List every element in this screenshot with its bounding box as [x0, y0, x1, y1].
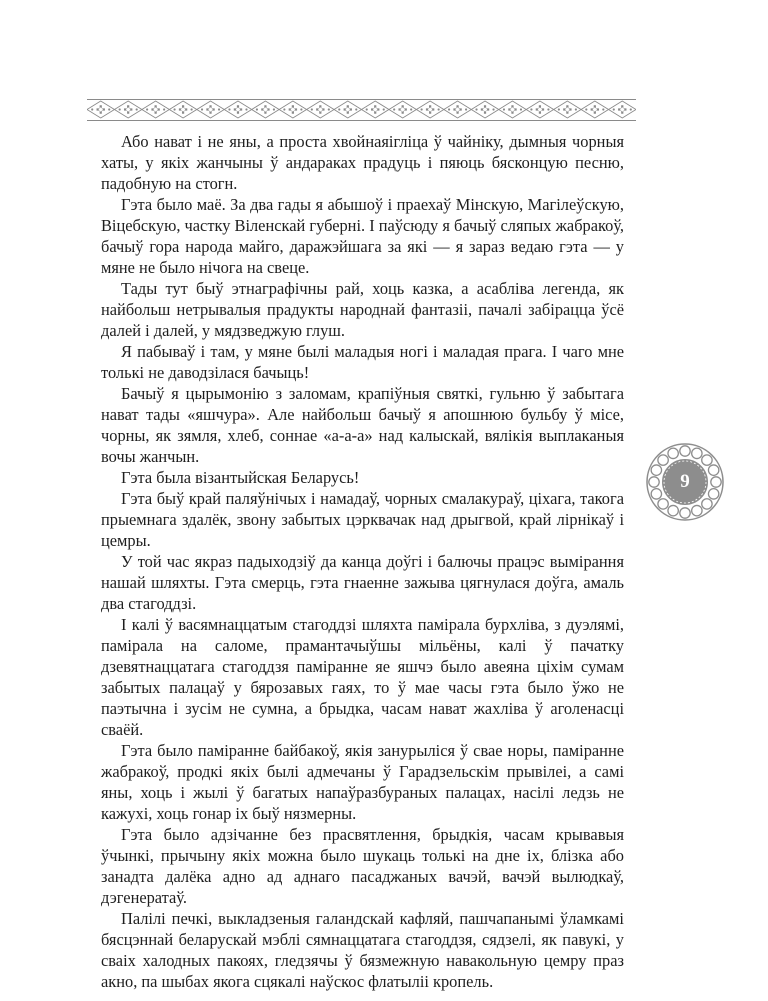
ornament-motif — [471, 101, 498, 118]
ornament-motif — [224, 101, 251, 118]
paragraph: Гэта была візантыйская Беларусь! — [121, 468, 360, 487]
ornament-motif — [169, 101, 196, 118]
ornament-motif — [416, 101, 443, 118]
ornament-motif — [526, 101, 553, 118]
paragraph: І калі ў васямнаццатым стагоддзі шляхта памірала бурхліва, з дуэлямі, памірала на саломе, прамантачыўшы мільёны, калі ў пачатку дзевятнаццатага стагоддзя паміранне яе яшчэ было авеяна ціхім сумам забытых палацаў у бярозавых гаях, то ў мае часы гэта было ўжо не паэтычна і зусім не сумна, а брыдка, часам нават жахліва ў аголенасці сваёй. — [101, 615, 624, 739]
paragraph: Бачыў я цырымонію з заломам, крапіўныя святкі, гульню ў забытага нават тады «яшчура». Але найбольш бачыў я апошнюю бульбу ў місе, чорны, як зямля, хлеб, соннае «а-а-а» над калыскай, вялікія выплаканыя вочы жанчын. — [101, 384, 624, 466]
paragraph: У той час якраз падыходзіў да канца доўгі і балючы працэс вымірання нашай шляхты. Гэта смерць, гэта гнаенне зажыва цягнулася доўга, амаль два стагоддзі. — [101, 552, 624, 613]
ornament-motif — [499, 101, 526, 118]
paragraph: Гэта было маё. За два гады я абышоў і праехаў Мінскую, Магілеўскую, Віцебскую, частку Віленскай губерні. І паўсюду я бачыў сляпых жабракоў, бачыў гора народа майго, даражэйшага за які — я зараз ведаю гэта — у мяне не было нічога на свеце. — [101, 195, 624, 277]
ornamental-band-icon — [87, 99, 636, 121]
ornament-motif — [389, 101, 416, 118]
ornament-motif — [444, 101, 471, 118]
paragraph: Я пабываў і там, у мяне былі маладыя ногі і маладая прага. І чаго мне толькі не даводзілася бачыць! — [101, 342, 624, 382]
ornament-motif — [581, 101, 608, 118]
ornament-motif — [252, 101, 279, 118]
paragraph: Гэта было паміранне байбакоў, якія занурыліся ў свае норы, паміранне жабракоў, продкі якіх былі адмечаны ў Гарадзельскім прывілеі, а самі яны, хоць і жылі ў багатых напаўразбураных палацах, насілі ледзь не кажухі, хоць гонар іх быў нязмерны. — [101, 741, 624, 823]
ornament-motif — [362, 101, 389, 118]
ornament-motif — [334, 101, 361, 118]
page-number-badge — [645, 442, 725, 522]
paragraph: Палілі печкі, выкладзеныя галандскай кафляй, пашчапанымі ўламкамі бясцэннай беларускай мэблі сямнаццатага стагоддзя, сядзелі, як павукі, у сваіх халодных пакоях, гледзячы ў бязмежную навакольную цемру праз акно, па шыбах якога сцякалі наўскос флатыліі кропель. — [101, 909, 624, 991]
ornament-motif — [279, 101, 306, 118]
body-text — [101, 131, 624, 992]
ornament-motif — [197, 101, 224, 118]
page-number: 9 — [680, 471, 690, 492]
paragraph: Гэта быў край паляўнічых і намадаў, чорных смалакураў, ціхага, такога прыемнага здалёк, звону забытых цэрквачак над дрыгвой, край лірнікаў і цемры. — [101, 489, 624, 550]
ornament-motif — [307, 101, 334, 118]
paragraph: Гэта было адзічанне без прасвятлення, брыдкія, часам крывавыя ўчынкі, прычыну якіх можна было шукаць толькі на дне іх, блізка або занадта далёка адно ад аднаго пасаджаных вачэй, вачэй вылюдкаў, дэгенератаў. — [101, 825, 624, 907]
ornament-motif — [609, 101, 636, 118]
ornament-motif — [114, 101, 141, 118]
ornament-motif — [87, 101, 114, 118]
paragraph: Або нават і не яны, а проста хвойнаяігліца ў чайніку, дымныя чорныя хаты, у якіх жанчыны ў андараках прадуць і пяюць бясконцую песню, падобную на стогн. — [101, 132, 624, 193]
ornament-motif — [142, 101, 169, 118]
paragraph: Тады тут быў этнаграфічны рай, хоць казка, а асабліва легенда, як найбольш нетрывалыя прадукты народнай фантазіі, пачалі забірацца ўсё далей і далей, у мядзведжую глуш. — [101, 279, 624, 340]
ornament-motif — [554, 101, 581, 118]
